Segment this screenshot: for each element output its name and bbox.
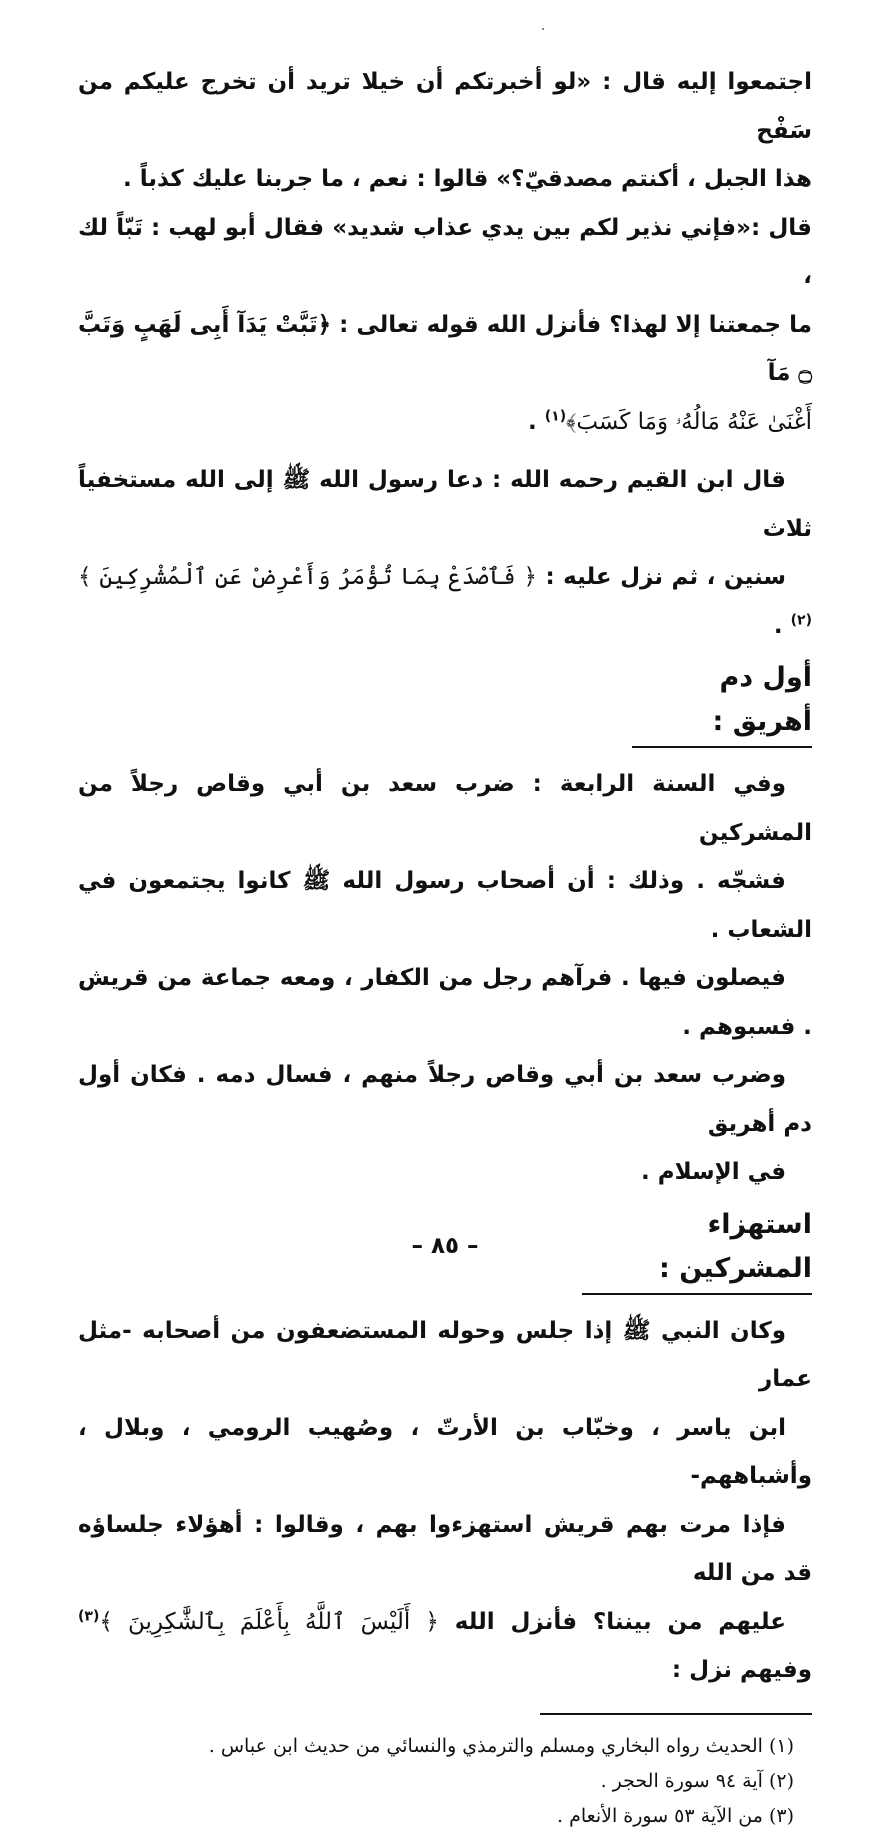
footnotes: [78, 1729, 812, 1834]
text-line-quran: [78, 1598, 812, 1695]
text-line: فيصلون فيها . فرآهم رجل من الكفار ، ومعه جماعة من قريش . فسبوهم .: [78, 965, 812, 1040]
spacer: [78, 446, 812, 456]
footnote-ref: (٢): [790, 611, 812, 628]
footnote-ref: (٣): [78, 1607, 100, 1624]
text-span: سنين ، ثم نزل عليه :: [536, 564, 786, 590]
quran-verse: ﴿ أَلَيْسَ ٱللَّهُ بِأَعْلَمَ بِٱلشَّٰكِرِينَ ﴾: [99, 1608, 439, 1635]
text-span: عليهم من بيننا؟ فأنزل الله: [438, 1608, 787, 1635]
footnote-ref: (١): [544, 407, 567, 424]
book-page: [78, 58, 812, 1834]
text-line: اجتمعوا إليه قال : «لو أخبرتكم أن خيلا تريد أن تخرج عليكم من سَفْح: [78, 69, 812, 144]
text-line-quran: [78, 553, 812, 650]
text-line: قال ابن القيم رحمه الله : دعا رسول الله ﷺ إلى الله مستخفياً ثلاث: [78, 467, 812, 542]
text-line: وضرب سعد بن أبي وقاص رجلاً منهم ، فسال دمه . فكان أول دم أهريق: [78, 1062, 812, 1137]
text-span: وفيهم نزل :: [671, 1657, 812, 1683]
paragraph-mockery: [78, 1307, 812, 1695]
quran-verse: ﴿ فَٱصْدَعْ بِمَا تُؤْمَرُ وَأَعْرِضْ عَنِ ٱلْمُشْرِكِينَ ﴾: [78, 564, 537, 590]
footnote-divider: [540, 1713, 812, 1715]
footnote-1: (١) الحديث رواه البخاري ومسلم والترمذي والنسائي من حديث ابن عباس .: [208, 1734, 794, 1757]
quran-verse: أَغْنَىٰ عَنْهُ مَالُهُۥ وَمَا كَسَبَ﴾: [566, 408, 812, 435]
text-line: وفي السنة الرابعة : ضرب سعد بن أبي وقاص رجلاً من المشركين: [78, 771, 812, 846]
paragraph-ibn-qayyim: [78, 456, 812, 650]
scan-speck: [542, 28, 544, 30]
punctuation: .: [528, 408, 545, 435]
text-line: قال :«فإني نذير لكم بين يدي عذاب شديد» فقال أبو لهب : تَبّاً لك ،: [78, 214, 812, 289]
section-heading-first-blood: أول دم أهريق :: [632, 656, 812, 748]
section-heading-mockery: استهزاء المشركين :: [582, 1203, 812, 1295]
text-line: هذا الجبل ، أكنتم مصدقيّ؟» قالوا : نعم ، ما جربنا عليك كذباً .: [123, 166, 812, 192]
text-line: فشجّه . وذلك : أن أصحاب رسول الله ﷺ كانوا يجتمعون في الشعاب .: [78, 868, 812, 943]
paragraph-first-blood: [78, 760, 812, 1197]
footnote-3: (٣) من الآية ٥٣ سورة الأنعام .: [557, 1804, 794, 1827]
text-line: وكان النبي ﷺ إذا جلس وحوله المستضعفون من أصحابه -مثل عمار: [78, 1317, 812, 1392]
footnote-2: (٢) آية ٩٤ سورة الحجر .: [600, 1769, 794, 1792]
page-number: – ٨٥ –: [411, 1233, 479, 1259]
text-line-quran: [78, 398, 812, 447]
text-line-quran: ما جمعتنا إلا لهذا؟ فأنزل الله قوله تعالى : ﴿تَبَّتْ يَدَآ أَبِى لَهَبٍ وَتَبَّ ۝ مَآ: [78, 311, 812, 386]
punctuation: .: [773, 612, 791, 639]
paragraph-quraysh-gathering: [78, 58, 812, 446]
text-line: في الإسلام .: [640, 1159, 786, 1185]
text-line: ابن ياسر ، وخبّاب بن الأرتّ ، وصُهيب الرومي ، وبلال ، وأشباههم-: [78, 1414, 812, 1489]
text-line: فإذا مرت بهم قريش استهزءوا بهم ، وقالوا : أهؤلاء جلساؤه قد من الله: [78, 1511, 812, 1586]
